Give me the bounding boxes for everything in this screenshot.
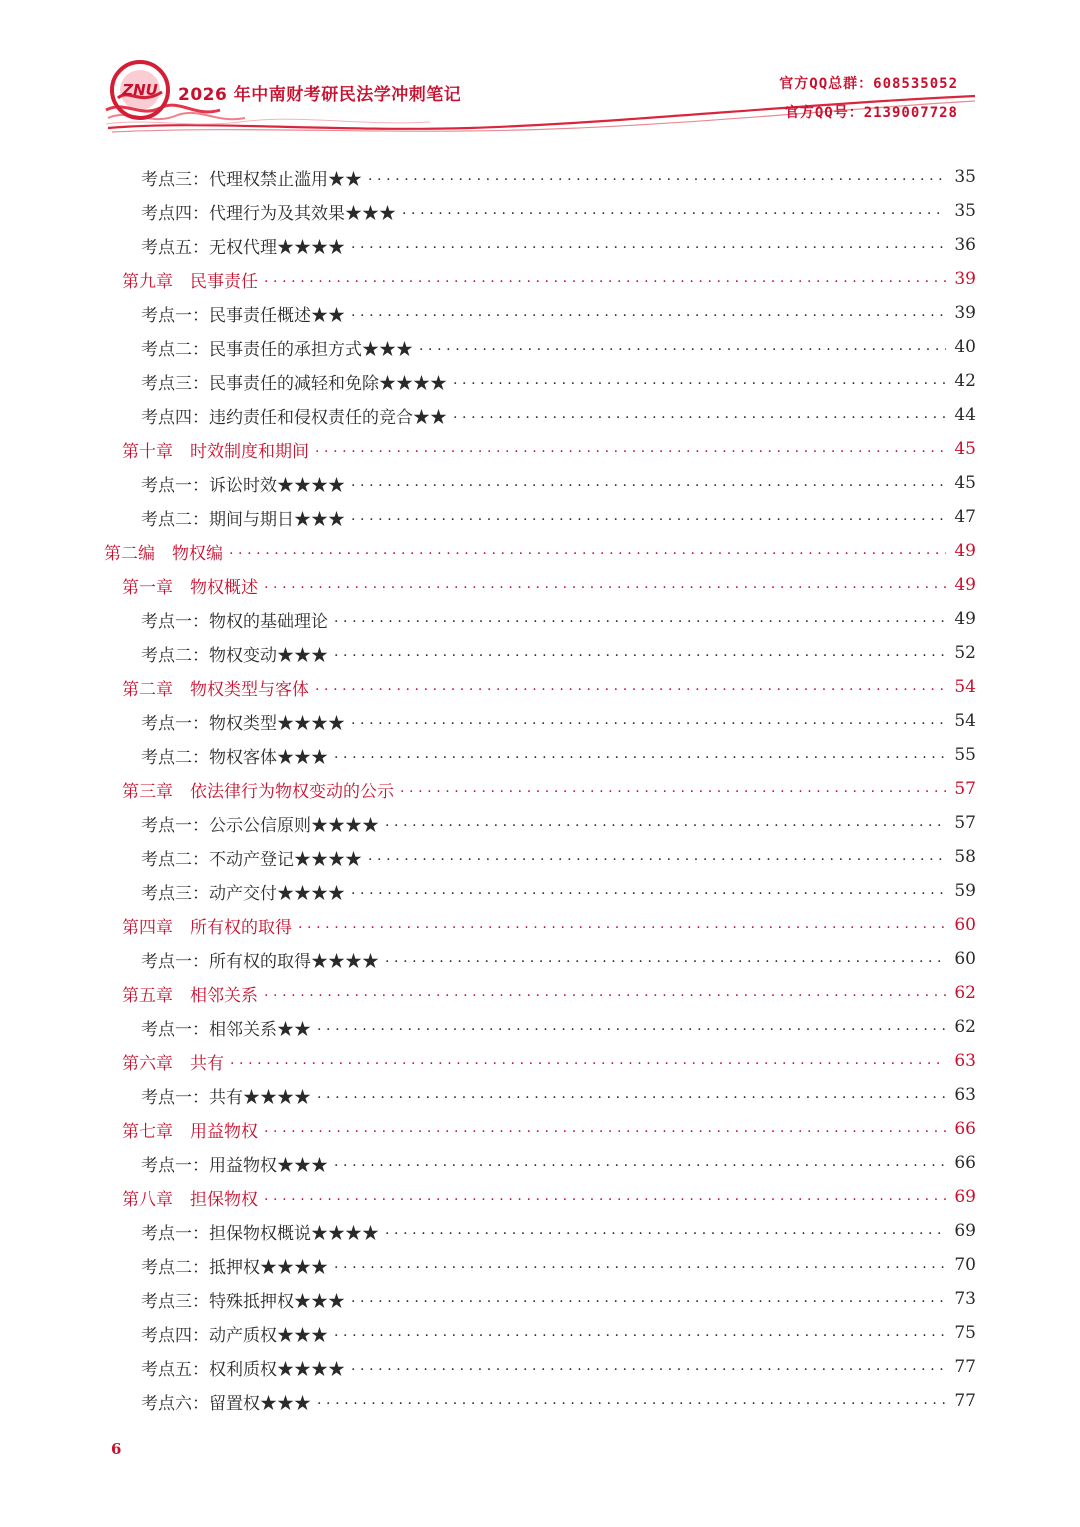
toc-entry-page: 69 bbox=[954, 1187, 976, 1207]
toc-entry-title: 考点三：民事责任的减轻和免除★★★★ bbox=[141, 373, 447, 394]
toc-entry-title: 考点三：动产交付★★★★ bbox=[141, 883, 345, 904]
toc-entry-title: 考点二：物权客体★★★ bbox=[141, 747, 328, 768]
toc-entry-page: 69 bbox=[954, 1221, 976, 1241]
toc-entry-page: 70 bbox=[954, 1255, 976, 1275]
toc-entry-page: 58 bbox=[954, 847, 976, 867]
toc-entry-title: 考点二：物权变动★★★ bbox=[141, 645, 328, 666]
toc-entry-chapter[interactable] bbox=[122, 670, 976, 704]
toc-entry-page: 77 bbox=[954, 1391, 976, 1411]
toc-entry-page: 59 bbox=[954, 881, 976, 901]
logo bbox=[108, 58, 172, 122]
toc-leader-dots bbox=[385, 950, 946, 966]
toc-entry-title: 考点一：公示公信原则★★★★ bbox=[141, 815, 379, 836]
toc-entry-topic[interactable] bbox=[141, 1078, 976, 1112]
toc-leader-dots bbox=[402, 202, 946, 218]
toc-entry-page: 49 bbox=[954, 575, 976, 595]
toc-entry-title: 考点五：无权代理★★★★ bbox=[141, 237, 345, 258]
toc-entry-page: 75 bbox=[954, 1323, 976, 1343]
toc-entry-chapter[interactable] bbox=[122, 432, 976, 466]
toc-entry-chapter[interactable] bbox=[122, 772, 976, 806]
toc-entry-page: 77 bbox=[954, 1357, 976, 1377]
toc-leader-dots bbox=[351, 1358, 946, 1374]
toc-leader-dots bbox=[317, 1086, 946, 1102]
toc-leader-dots bbox=[264, 984, 946, 1000]
toc-entry-topic[interactable] bbox=[141, 806, 976, 840]
toc-entry-title: 第二编 物权编 bbox=[104, 543, 223, 564]
qq-group-contact: 官方QQ总群：608535052 bbox=[779, 76, 958, 92]
toc-entry-topic[interactable] bbox=[141, 296, 976, 330]
toc-entry-topic[interactable] bbox=[141, 1146, 976, 1180]
toc-entry-topic[interactable] bbox=[141, 364, 976, 398]
toc-entry-page: 39 bbox=[954, 303, 976, 323]
toc-entry-title: 考点一：共有★★★★ bbox=[141, 1087, 311, 1108]
toc-entry-page: 35 bbox=[954, 167, 976, 187]
toc-entry-page: 36 bbox=[954, 235, 976, 255]
toc-leader-dots bbox=[317, 1392, 946, 1408]
toc-entry-topic[interactable] bbox=[141, 160, 976, 194]
toc-entry-title: 考点四：代理行为及其效果★★★ bbox=[141, 203, 396, 224]
toc-entry-title: 考点四：动产质权★★★ bbox=[141, 1325, 328, 1346]
toc-entry-page: 62 bbox=[954, 1017, 976, 1037]
toc-entry-page: 63 bbox=[954, 1085, 976, 1105]
toc-entry-title: 考点一：相邻关系★★ bbox=[141, 1019, 311, 1040]
toc-entry-chapter[interactable] bbox=[122, 976, 976, 1010]
toc-entry-title: 考点一：物权的基础理论 bbox=[141, 611, 328, 632]
toc-leader-dots bbox=[334, 610, 946, 626]
toc-entry-page: 44 bbox=[954, 405, 976, 425]
toc-entry-page: 49 bbox=[954, 609, 976, 629]
toc-entry-part[interactable] bbox=[104, 534, 976, 568]
toc-leader-dots bbox=[351, 508, 946, 524]
toc-entry-page: 45 bbox=[954, 439, 976, 459]
toc-entry-topic[interactable] bbox=[141, 1316, 976, 1350]
document-title: 2026 年中南财考研民法学冲刺笔记 bbox=[178, 85, 462, 105]
toc-leader-dots bbox=[351, 304, 946, 320]
toc-leader-dots bbox=[317, 1018, 946, 1034]
toc-entry-topic[interactable] bbox=[141, 602, 976, 636]
toc-entry-topic[interactable] bbox=[141, 466, 976, 500]
toc-entry-title: 考点二：不动产登记★★★★ bbox=[141, 849, 362, 870]
toc-entry-topic[interactable] bbox=[141, 194, 976, 228]
toc-entry-page: 62 bbox=[954, 983, 976, 1003]
toc-entry-topic[interactable] bbox=[141, 738, 976, 772]
toc-entry-chapter[interactable] bbox=[122, 262, 976, 296]
toc-entry-page: 63 bbox=[954, 1051, 976, 1071]
toc-leader-dots bbox=[385, 1222, 946, 1238]
toc-leader-dots bbox=[334, 644, 946, 660]
toc-entry-topic[interactable] bbox=[141, 636, 976, 670]
toc-entry-page: 49 bbox=[954, 541, 976, 561]
toc-entry-page: 39 bbox=[954, 269, 976, 289]
toc-entry-topic[interactable] bbox=[141, 1214, 976, 1248]
toc-entry-page: 35 bbox=[954, 201, 976, 221]
toc-entry-title: 第三章 依法律行为物权变动的公示 bbox=[122, 781, 394, 802]
toc-leader-dots bbox=[453, 372, 946, 388]
toc-entry-page: 57 bbox=[954, 813, 976, 833]
toc-leader-dots bbox=[264, 270, 946, 286]
toc-entry-page: 40 bbox=[954, 337, 976, 357]
toc-leader-dots bbox=[264, 576, 946, 592]
toc-entry-topic[interactable] bbox=[141, 1248, 976, 1282]
toc-leader-dots bbox=[298, 916, 946, 932]
toc-entry-title: 考点一：物权类型★★★★ bbox=[141, 713, 345, 734]
toc-entry-page: 57 bbox=[954, 779, 976, 799]
toc-leader-dots bbox=[264, 1120, 946, 1136]
toc-leader-dots bbox=[368, 168, 946, 184]
toc-entry-page: 73 bbox=[954, 1289, 976, 1309]
toc-leader-dots bbox=[230, 1052, 946, 1068]
qq-number-contact: 官方QQ号：2139007728 bbox=[784, 105, 958, 121]
toc-entry-title: 第十章 时效制度和期间 bbox=[122, 441, 309, 462]
toc-entry-topic[interactable] bbox=[141, 500, 976, 534]
toc-entry-title: 考点二：期间与期日★★★ bbox=[141, 509, 345, 530]
toc-leader-dots bbox=[315, 678, 946, 694]
toc-entry-title: 考点三：特殊抵押权★★★ bbox=[141, 1291, 345, 1312]
toc-entry-topic[interactable] bbox=[141, 398, 976, 432]
toc-entry-title: 第四章 所有权的取得 bbox=[122, 917, 292, 938]
toc-leader-dots bbox=[229, 542, 946, 558]
toc-entry-page: 52 bbox=[954, 643, 976, 663]
toc-entry-topic[interactable] bbox=[141, 874, 976, 908]
toc-entry-title: 考点六：留置权★★★ bbox=[141, 1393, 311, 1414]
toc-entry-topic[interactable] bbox=[141, 840, 976, 874]
toc-entry-chapter[interactable] bbox=[122, 908, 976, 942]
toc-leader-dots bbox=[351, 882, 946, 898]
toc-entry-title: 考点一：民事责任概述★★ bbox=[141, 305, 345, 326]
toc-entry-title: 第二章 物权类型与客体 bbox=[122, 679, 309, 700]
toc-leader-dots bbox=[334, 1324, 946, 1340]
toc-entry-page: 66 bbox=[954, 1153, 976, 1173]
toc-entry-topic[interactable] bbox=[141, 1010, 976, 1044]
university-logo-icon bbox=[108, 58, 172, 122]
toc-leader-dots bbox=[315, 440, 946, 456]
svg-text:ZNU: ZNU bbox=[122, 81, 158, 99]
toc-entry-topic[interactable] bbox=[141, 1282, 976, 1316]
toc-leader-dots bbox=[351, 474, 946, 490]
toc-entry-topic[interactable] bbox=[141, 228, 976, 262]
toc-entry-chapter[interactable] bbox=[122, 568, 976, 602]
toc-entry-title: 考点四：违约责任和侵权责任的竞合★★ bbox=[141, 407, 447, 428]
toc-entry-page: 42 bbox=[954, 371, 976, 391]
toc-entry-page: 60 bbox=[954, 915, 976, 935]
toc-entry-title: 考点三：代理权禁止滥用★★ bbox=[141, 169, 362, 190]
toc-entry-title: 考点二：民事责任的承担方式★★★ bbox=[141, 339, 413, 360]
toc-entry-title: 第七章 用益物权 bbox=[122, 1121, 258, 1142]
page-header bbox=[0, 0, 1080, 140]
toc-entry-title: 第五章 相邻关系 bbox=[122, 985, 258, 1006]
toc-entry-page: 55 bbox=[954, 745, 976, 765]
toc-entry-page: 45 bbox=[954, 473, 976, 493]
toc-entry-title: 第八章 担保物权 bbox=[122, 1189, 258, 1210]
toc-leader-dots bbox=[419, 338, 946, 354]
toc-entry-title: 考点五：权利质权★★★★ bbox=[141, 1359, 345, 1380]
toc-entry-topic[interactable] bbox=[141, 1350, 976, 1384]
toc-entry-title: 考点一：担保物权概说★★★★ bbox=[141, 1223, 379, 1244]
toc-entry-title: 第六章 共有 bbox=[122, 1053, 224, 1074]
toc-entry-page: 54 bbox=[954, 677, 976, 697]
toc-entry-chapter[interactable] bbox=[122, 1112, 976, 1146]
toc-entry-page: 54 bbox=[954, 711, 976, 731]
toc-entry-chapter[interactable] bbox=[122, 1180, 976, 1214]
toc-entry-page: 60 bbox=[954, 949, 976, 969]
toc-leader-dots bbox=[351, 236, 946, 252]
toc-leader-dots bbox=[368, 848, 946, 864]
toc-leader-dots bbox=[334, 1154, 946, 1170]
page-number: 6 bbox=[111, 1440, 122, 1458]
toc-entry-topic[interactable] bbox=[141, 1384, 976, 1418]
toc-leader-dots bbox=[351, 712, 946, 728]
toc-entry-title: 第一章 物权概述 bbox=[122, 577, 258, 598]
toc-leader-dots bbox=[334, 1256, 946, 1272]
toc-entry-page: 66 bbox=[954, 1119, 976, 1139]
toc-leader-dots bbox=[264, 1188, 946, 1204]
toc-leader-dots bbox=[351, 1290, 946, 1306]
toc-entry-title: 考点一：诉讼时效★★★★ bbox=[141, 475, 345, 496]
toc-leader-dots bbox=[385, 814, 946, 830]
toc-leader-dots bbox=[334, 746, 946, 762]
toc-entry-title: 第九章 民事责任 bbox=[122, 271, 258, 292]
toc-entry-title: 考点二：抵押权★★★★ bbox=[141, 1257, 328, 1278]
toc-entry-title: 考点一：所有权的取得★★★★ bbox=[141, 951, 379, 972]
toc-leader-dots bbox=[400, 780, 946, 796]
toc-entry-topic[interactable] bbox=[141, 330, 976, 364]
toc-entry-chapter[interactable] bbox=[122, 1044, 976, 1078]
toc-entry-page: 47 bbox=[954, 507, 976, 527]
toc-leader-dots bbox=[453, 406, 946, 422]
toc-entry-title: 考点一：用益物权★★★ bbox=[141, 1155, 328, 1176]
toc-entry-topic[interactable] bbox=[141, 942, 976, 976]
toc-entry-topic[interactable] bbox=[141, 704, 976, 738]
